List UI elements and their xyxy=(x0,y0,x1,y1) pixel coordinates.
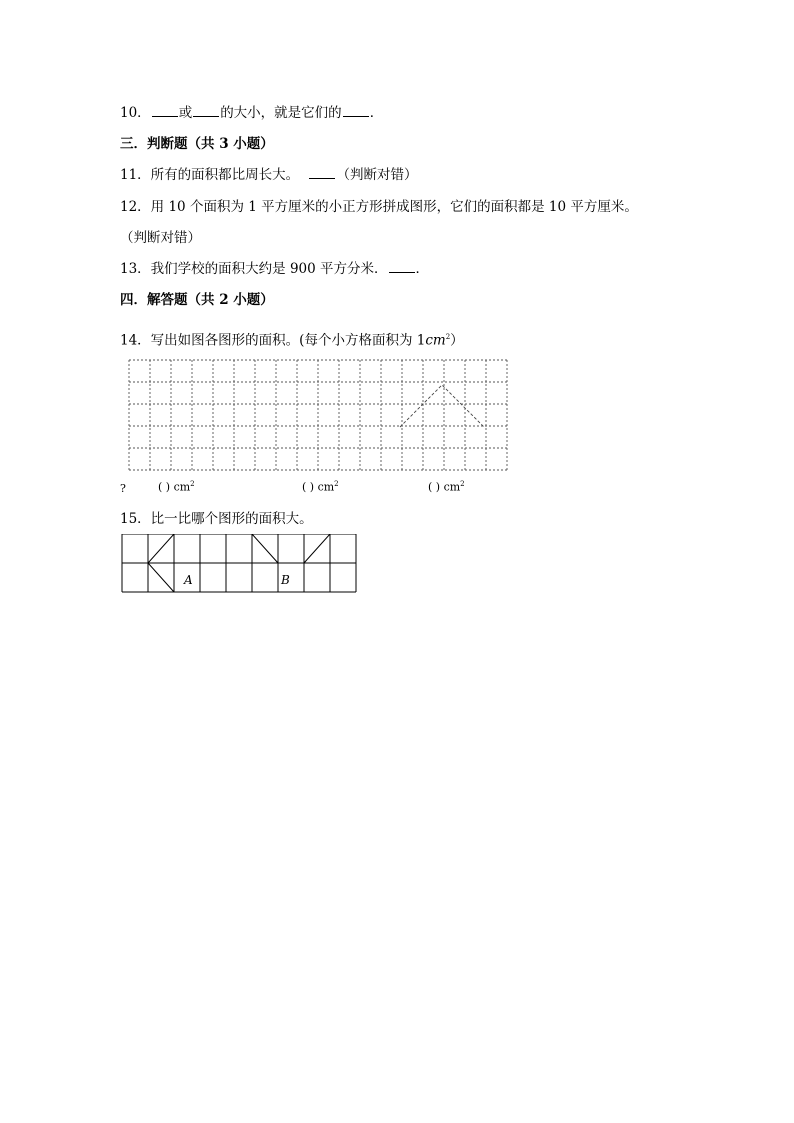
house-shape-outline xyxy=(400,385,484,427)
answer-blank-1[interactable] xyxy=(152,104,178,117)
question-15: 15．比一比哪个图形的面积大。 xyxy=(120,511,313,527)
question-10-end: ． xyxy=(369,105,384,121)
dotted-grid-figure xyxy=(128,359,508,471)
question-13-text: 13．我们学校的面积大约是 900 平方分米． xyxy=(120,261,388,277)
section-3-title: 三．判断题（共 3 小题） xyxy=(120,136,274,152)
question-14-close: ） xyxy=(450,332,464,349)
label-a: A xyxy=(184,573,193,587)
question-11-tail: （判断对错） xyxy=(336,167,418,183)
answer-blank-2[interactable] xyxy=(193,104,219,117)
section-4-title: 四．解答题（共 2 小题） xyxy=(120,292,274,308)
question-12-tail: （判断对错） xyxy=(120,230,201,246)
question-10 xyxy=(120,104,383,122)
question-11-text: 11．所有的面积都比周长大。 xyxy=(120,167,300,183)
answer-2[interactable]: ( ) $cm^2$ xyxy=(302,480,339,494)
answer-blank-13[interactable] xyxy=(389,260,415,273)
unit-cm: cm xyxy=(425,332,446,349)
compare-grid-figure xyxy=(120,534,358,594)
question-14-text: 14．写出如图各图形的面积。(每个小方格面积为 1 xyxy=(120,332,426,349)
answer-blank-11[interactable] xyxy=(309,166,335,179)
question-13-end: ． xyxy=(415,261,430,277)
question-10-text: 的大小，就是它们的 xyxy=(220,105,342,121)
answer-blank-3[interactable] xyxy=(343,104,369,117)
question-14 xyxy=(120,328,464,350)
label-b: B xyxy=(281,573,290,587)
question-mark: ? xyxy=(120,482,126,495)
question-10-number: 10． xyxy=(120,105,151,121)
answer-1[interactable]: ( ) $cm^2$ xyxy=(158,480,195,494)
question-12: 12．用 10 个面积为 1 平方厘米的小正方形拼成图形，它们的面积都是 10 平方厘米。 xyxy=(120,199,638,215)
question-13 xyxy=(120,260,429,278)
shape-b-diagonal xyxy=(304,534,330,563)
question-10-text-or: 或 xyxy=(178,105,193,121)
answer-3[interactable]: ( ) $cm^2$ xyxy=(428,480,465,494)
q14-answer-row xyxy=(118,478,518,496)
unit-exponent: 2 xyxy=(445,333,451,341)
question-11 xyxy=(120,166,417,184)
